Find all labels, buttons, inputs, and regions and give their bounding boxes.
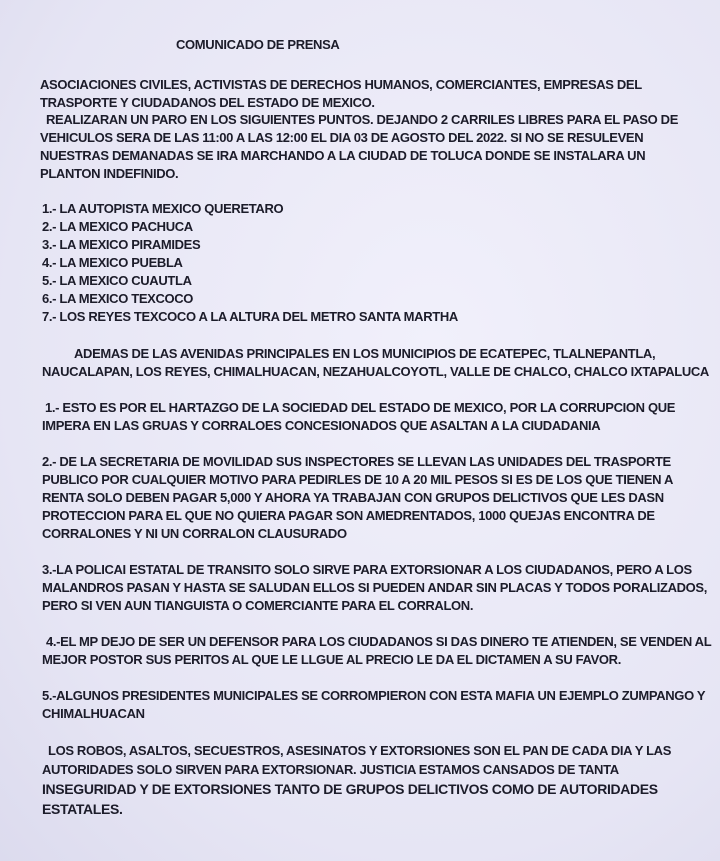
point-item: 6.- LA MEXICO TEXCOCO: [42, 291, 194, 306]
reason-3-line: 3.-LA POLICAI ESTATAL DE TRANSITO SOLO SIRVE PARA EXTORSIONAR A LOS CIUDADANOS, PERO A LOS: [42, 562, 692, 577]
closing-line: LOS ROBOS, ASALTOS, SECUESTROS, ASESINATOS Y EXTORSIONES SON EL PAN DE CADA DIA Y LAS: [48, 743, 672, 758]
reason-2-line: PUBLICO POR CUALQUIER MOTIVO PARA PEDIRLES DE 10 A 20 MIL PESOS SI ES DE LOS QUE TIENEN A: [42, 472, 673, 487]
intro-line: PLANTON INDEFINIDO.: [40, 166, 179, 181]
point-item: 7.- LOS REYES TEXCOCO A LA ALTURA DEL METRO SANTA MARTHA: [42, 309, 458, 324]
document-title: COMUNICADO DE PRENSA: [176, 37, 340, 52]
reason-3-line: MALANDROS PASAN Y HASTA SE SALUDAN ELLOS SI PUEDEN ANDAR SIN PLACAS Y TODOS PORALIZADOS,: [42, 580, 708, 595]
closing-line: AUTORIDADES SOLO SIRVEN PARA EXTORSIONAR. JUSTICIA ESTAMOS CANSADOS DE TANTA: [42, 762, 619, 777]
closing-line: ESTATALES.: [42, 801, 123, 817]
reason-4-line: MEJOR POSTOR SUS PERITOS AL QUE LE LLGUE AL PRECIO LE DA EL DICTAMEN A SU FAVOR.: [42, 652, 621, 667]
reason-1-line: IMPERA EN LAS GRUAS Y CORRALOES CONCESIONADOS QUE ASALTAN A LA CIUDADANIA: [42, 418, 601, 433]
intro-line: TRASPORTE Y CIUDADANOS DEL ESTADO DE MEXICO.: [40, 95, 375, 110]
reason-2-line: PROTECCION PARA EL QUE NO QUIERA PAGAR SON AMEDRENTADOS, 1000 QUEJAS ENCONTRA DE: [42, 508, 655, 523]
avenues-line: NAUCALAPAN, LOS REYES, CHIMALHUACAN, NEZAHUALCOYOTL, VALLE DE CHALCO, CHALCO IXTAPALUCA: [42, 364, 709, 379]
intro-line: REALIZARAN UN PARO EN LOS SIGUIENTES PUNTOS. DEJANDO 2 CARRILES LIBRES PARA EL PASO DE: [46, 112, 679, 127]
intro-line: ASOCIACIONES CIVILES, ACTIVISTAS DE DERECHOS HUMANOS, COMERCIANTES, EMPRESAS DEL: [40, 77, 642, 92]
reason-1-line: 1.- ESTO ES POR EL HARTAZGO DE LA SOCIEDAD DEL ESTADO DE MEXICO, POR LA CORRUPCION QUE: [45, 400, 676, 415]
reason-4-line: 4.-EL MP DEJO DE SER UN DEFENSOR PARA LOS CIUDADANOS SI DAS DINERO TE ATIENDEN, SE VENDEN AL: [46, 634, 712, 649]
point-item: 5.- LA MEXICO CUAUTLA: [42, 273, 192, 288]
intro-line: VEHICULOS SERA DE LAS 11:00 A LAS 12:00 EL DIA 03 DE AGOSTO DEL 2022. SI NO SE RESULEVEN: [40, 130, 644, 145]
closing-line: INSEGURIDAD Y DE EXTORSIONES TANTO DE GRUPOS DELICTIVOS COMO DE AUTORIDADES: [42, 781, 658, 797]
point-item: 3.- LA MEXICO PIRAMIDES: [42, 237, 201, 252]
reason-2-line: CORRALONES Y NI UN CORRALON CLAUSURADO: [42, 526, 347, 541]
reason-3-line: PERO SI VEN AUN TIANGUISTA O COMERCIANTE PARA EL CORRALON.: [42, 598, 474, 613]
intro-line: NUESTRAS DEMANADAS SE IRA MARCHANDO A LA CIUDAD DE TOLUCA DONDE SE INSTALARA UN: [40, 148, 646, 163]
avenues-line: ADEMAS DE LAS AVENIDAS PRINCIPALES EN LOS MUNICIPIOS DE ECATEPEC, TLALNEPANTLA,: [74, 346, 656, 361]
point-item: 1.- LA AUTOPISTA MEXICO QUERETARO: [42, 201, 284, 216]
point-item: 4.- LA MEXICO PUEBLA: [42, 255, 183, 270]
reason-5-line: CHIMALHUACAN: [42, 706, 145, 721]
point-item: 2.- LA MEXICO PACHUCA: [42, 219, 193, 234]
reason-5-line: 5.-ALGUNOS PRESIDENTES MUNICIPALES SE CORROMPIERON CON ESTA MAFIA UN EJEMPLO ZUMPANGO Y: [42, 688, 706, 703]
reason-2-line: RENTA SOLO DEBEN PAGAR 5,000 Y AHORA YA TRABAJAN CON GRUPOS DELICTIVOS QUE LES DASN: [42, 490, 664, 505]
reason-2-line: 2.- DE LA SECRETARIA DE MOVILIDAD SUS INSPECTORES SE LLEVAN LAS UNIDADES DEL TRASPORTE: [42, 454, 671, 469]
